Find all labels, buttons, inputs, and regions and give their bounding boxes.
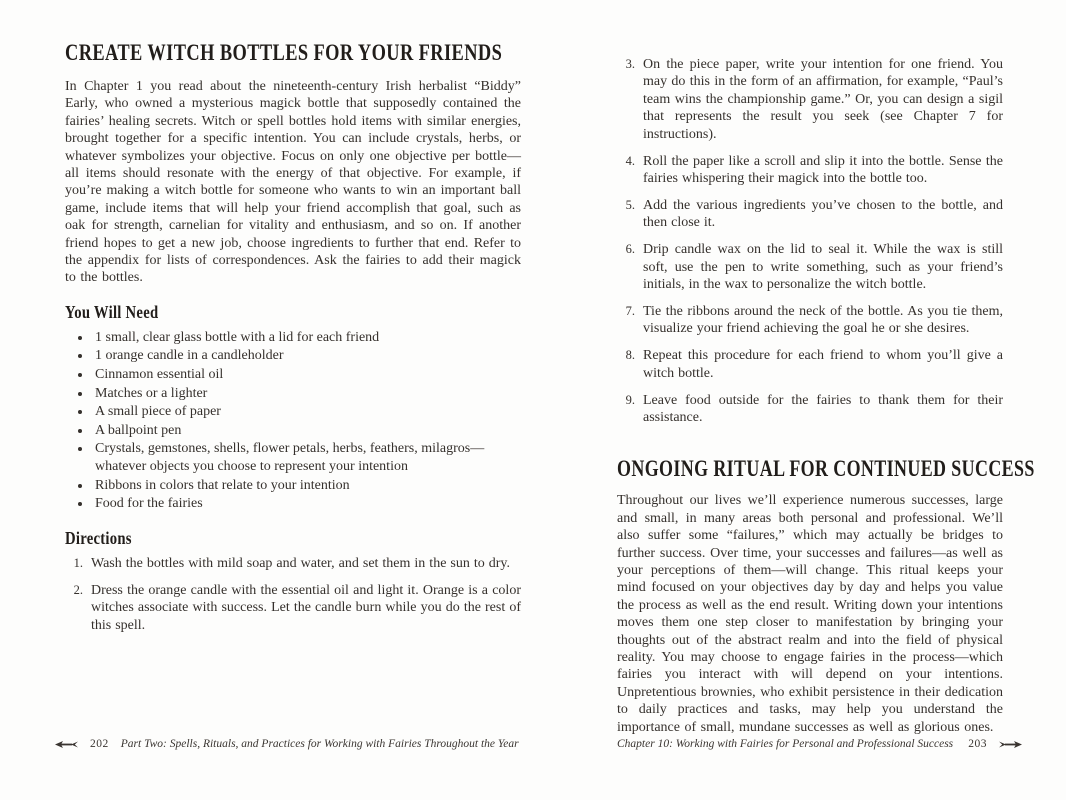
direction-number: 7. (625, 303, 635, 318)
left-section-heading: CREATE WITCH BOTTLES FOR YOUR FRIENDS (65, 40, 503, 65)
direction-text: Add the various ingredients you’ve chosen to the bottle, and then close it. (643, 197, 1003, 231)
direction-text: Tie the ribbons around the neck of the bottle. As you tie them, visualize your friend achieving the goal he or she desires. (643, 303, 1003, 337)
direction-text: On the piece paper, write your intention for one friend. You may do this in the form of an affirmation, for example, “Paul’s team wins the championship game.” Or, you can design a sigil that represents the result you seek (see Chapter 7 for instructions). (643, 57, 1003, 142)
intro-paragraph: In Chapter 1 you read about the nineteenth-century Irish herbalist “Biddy” Early, who owned a mysterious magick bottle that supposedly contained the fairies’ healing secrets. Witch or spell bottles hold items with similar energies, brought together for a specific intention. You can include crystals, herbs, or whatever symbolizes your objective. Focus on only one objective per bottle—all items should resonate with the energy of that objective. For example, if you’re making a witch bottle for someone who wants to win an important ball game, include items that will help your friend accomplish that goal, such as oak for strength, carnelian for vitality and enthusiasm, and so on. If another friend hopes to get a new job, choose ingredients to further that end. Refer to the appendix for lists of correspondences. Ask the fairies to add their magick to the bottles. (65, 79, 521, 286)
page-number: 202 (90, 738, 109, 750)
directions-list-continued (617, 56, 1003, 426)
direction-number: 3. (625, 57, 635, 71)
direction-number: 1. (73, 555, 83, 570)
supply-item: • 1 orange candle in a candleholder (92, 347, 521, 365)
direction-item (617, 153, 1003, 188)
directions-heading: Directions (65, 527, 132, 548)
directions-list (65, 555, 521, 634)
supply-item: • Ribbons in colors that relate to your intention (92, 477, 521, 495)
running-title: Part Two: Spells, Rituals, and Practices for Working with Fairies Throughout the Year (120, 738, 519, 750)
supplies-list (65, 329, 521, 513)
direction-text: Drip candle wax on the lid to seal it. While the wax is still soft, use the pen to write something, such as your friend’s initials, in the wax to personalize the witch bottle. (643, 242, 1003, 292)
supply-item: • Matches or a lighter (92, 385, 521, 403)
direction-number: 4. (625, 153, 635, 168)
direction-number: 5. (625, 197, 635, 212)
direction-item (617, 197, 1003, 232)
supply-item: • 1 small, clear glass bottle with a lid for each friend (92, 329, 521, 347)
left-page (65, 40, 521, 643)
left-page-footer (55, 738, 525, 750)
direction-item (65, 582, 521, 634)
right-page-footer (617, 738, 1022, 750)
direction-number: 6. (625, 242, 635, 257)
direction-text: Repeat this procedure for each friend to whom you’ll give a witch bottle. (643, 348, 1003, 381)
arrow-left-ornament-icon (55, 740, 79, 749)
supply-item: • Food for the fairies (92, 495, 521, 513)
direction-number: 2. (73, 582, 83, 597)
running-title: Chapter 10: Working with Fairies for Personal and Professional Success (617, 738, 954, 750)
direction-number: 9. (625, 392, 635, 407)
direction-item (617, 392, 1003, 427)
right-page (617, 52, 1035, 736)
page-number: 203 (968, 738, 987, 750)
supply-item: • Crystals, gemstones, shells, flower petals, herbs, feathers, milagros—whatever objects you choose to represent your intention (92, 440, 521, 475)
supply-item: • A small piece of paper (92, 403, 521, 421)
direction-item (617, 241, 1003, 293)
direction-text: Roll the paper like a scroll and slip it into the bottle. Sense the fairies whispering their magick into the bottle too. (643, 153, 1003, 186)
direction-text: Wash the bottles with mild soap and water, and set them in the sun to dry. (91, 555, 510, 571)
ongoing-ritual-paragraph: Throughout our lives we’ll experience numerous successes, large and small, in many areas both personal and professional. We’ll also suffer some “failures,” which may actually be bridges to further success. Over time, your successes and failures—as well as your perceptions of them—will change. This ritual keeps your mind focused on your objectives day by day and helps you value the process as well as the end result. Writing down your intentions moves them one step closer to manifestation by bringing your thoughts out of the abstract realm and into the field of physical reality. You may choose to engage fairies in the process—which fairies you interact with will depend on your intentions. Unpretentious brownies, who exhibit persistence in their dedication to daily practices and tasks, may help you understand the importance of small, mundane successes as well as glorious ones. (617, 493, 1003, 735)
supply-item: • Cinnamon essential oil (92, 366, 521, 384)
arrow-right-ornament-icon (998, 740, 1022, 749)
direction-number: 8. (625, 348, 635, 363)
direction-item (617, 303, 1003, 338)
direction-item (617, 347, 1003, 382)
you-will-need-heading: You Will Need (65, 301, 159, 322)
direction-text: Leave food outside for the fairies to thank them for their assistance. (643, 392, 1003, 425)
supply-item: • A ballpoint pen (92, 422, 521, 440)
direction-text: Dress the orange candle with the essential oil and light it. Orange is a color witches associate with success. Let the candle burn while you do the rest of this spell. (91, 582, 521, 633)
direction-item (617, 56, 1003, 143)
right-section-heading: ONGOING RITUAL FOR CONTINUED SUCCESS (617, 456, 1035, 482)
direction-item (65, 555, 521, 572)
